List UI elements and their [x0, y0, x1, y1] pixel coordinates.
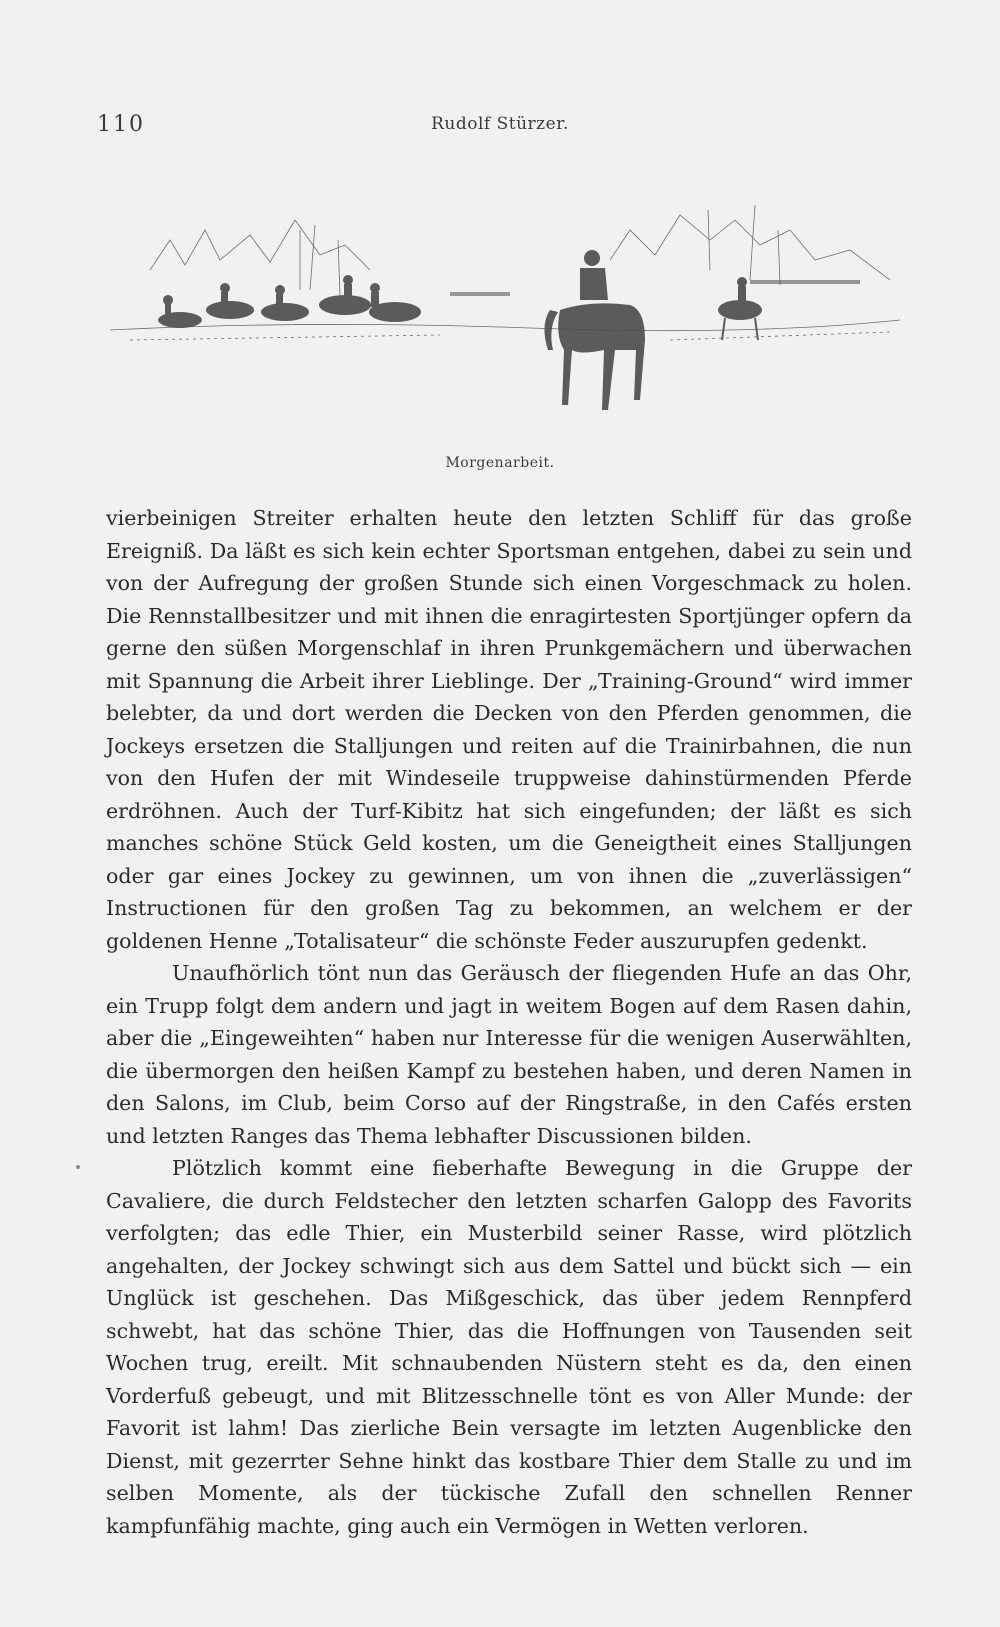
- ink-speck: [76, 1165, 80, 1169]
- page-number: 110: [97, 112, 145, 137]
- paragraph: vierbeinigen Streiter erhalten heute den letzten Schliff für das große Ereigniß. Da läßt es sich kein echter Sportsman entgehen, dabei zu sein und von der Aufregung der großen Stunde sich einen Vorgeschmack zu holen. Die Rennstallbesitzer und mit ihnen die enragirtesten Sportjünger opfern da gerne den süßen Morgenschlaf in ihren Prunkgemächern und überwachen mit Spannung die Arbeit ihrer Lieblinge. Der „Training-Ground“ wird immer belebter, da und dort werden die Decken von den Pferden genommen, die Jockeys ersetzen die Stalljungen und reiten auf die Trainirbahnen, die nun von den Hufen der mit Windeseile truppweise dahinstürmenden Pferde erdröhnen. Auch der Turf-Kibitz hat sich eingefunden; der läßt es sich manches schöne Stück Geld kosten, um die Geneigtheit eines Stalljungen oder gar eines Jockey zu gewinnen, um von ihnen die „zuverlässigen“ Instructionen für den großen Tag zu bekommen, an welchem er der goldenen Henne „Totalisateur“ die schönste Feder auszurupfen gedenkt.: [106, 506, 912, 953]
- running-head: Rudolf Stürzer.: [431, 114, 569, 134]
- paragraph: Plötzlich kommt eine fieberhafte Bewegung in die Gruppe der Cavaliere, die durch Feldstecher den letzten scharfen Galopp des Favorits verfolgten; das edle Thier, ein Musterbild seiner Rasse, wird plötzlich angehalten, der Jockey schwingt sich aus dem Sattel und bückt sich — ein Unglück ist geschehen. Das Mißgeschick, das über jedem Rennpferd schwebt, hat das schöne Thier, das die Hoffnungen von Tausenden seit Wochen trug, ereilt. Mit schnaubenden Nüstern steht es da, den einen Vorderfuß gebeugt, und mit Blitzesschnelle tönt es von Aller Munde: der Favorit ist lahm! Das zierliche Bein versagte im letzten Augenblicke den Dienst, mit gezerrter Sehne hinkt das kostbare Thier dem Stalle zu und im selben Momente, als der tückische Zufall den schnellen Renner kampfunfähig machte, ging auch ein Vermögen in Wetten verloren.: [106, 1156, 912, 1538]
- morning-work-illustration: [110, 200, 900, 445]
- page-header: [0, 112, 1000, 142]
- paragraph: Unaufhörlich tönt nun das Geräusch der fliegenden Hufe an das Ohr, ein Trupp folgt dem andern und jagt in weitem Bogen auf dem Rasen dahin, aber die „Eingeweihten“ haben nur Interesse für die wenigen Auserwählten, die übermorgen den heißen Kampf zu bestehen haben, und deren Namen in den Salons, im Club, beim Corso auf der Ringstraße, in den Cafés ersten und letzten Ranges das Thema lebhafter Discussionen bilden.: [106, 961, 912, 1148]
- illustration-caption: Morgenarbeit.: [445, 455, 555, 471]
- horses-engraving: [110, 200, 900, 445]
- body-text: [106, 502, 912, 1542]
